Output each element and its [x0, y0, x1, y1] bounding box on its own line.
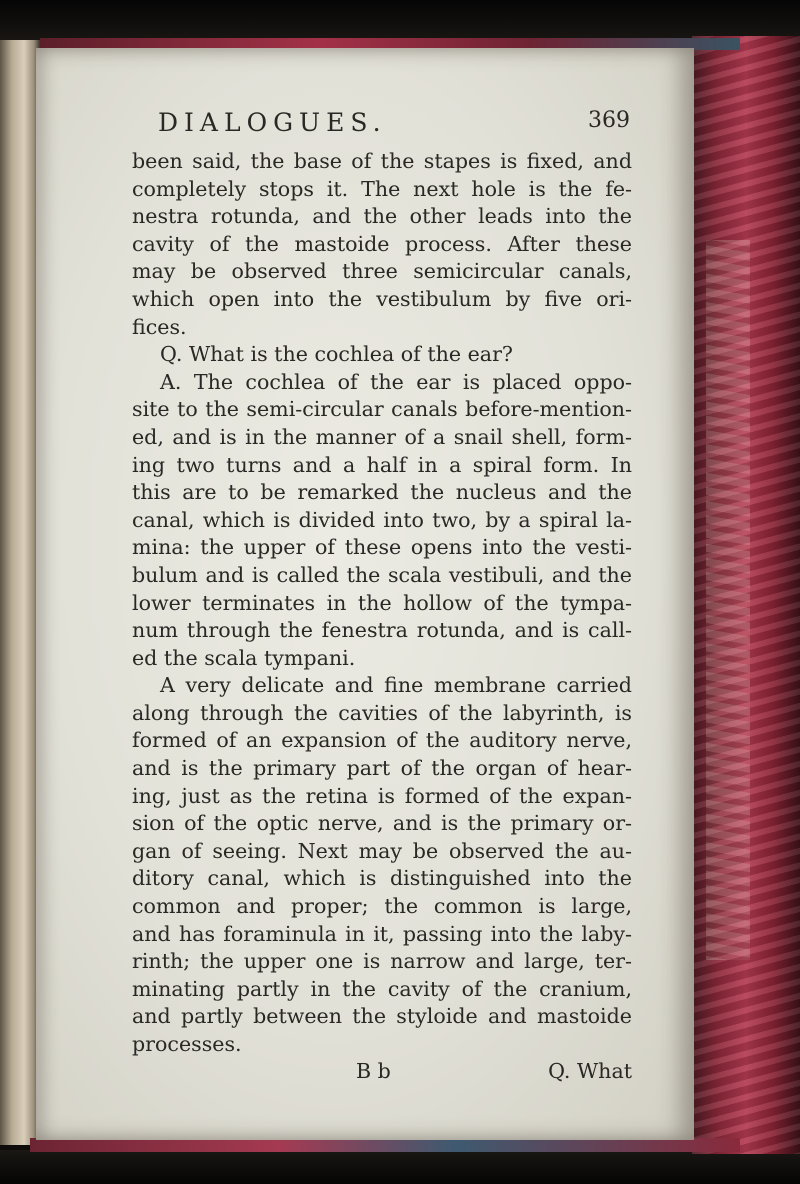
text-line: minating partly in the cavity of the cranium,: [132, 976, 632, 1001]
text-line: and has foraminula in it, passing into the laby-: [132, 921, 632, 946]
signature-mark: B b: [356, 1058, 391, 1083]
text-line: rinth; the upper one is narrow and large, ter-: [132, 949, 632, 974]
text-line: processes.: [132, 1032, 242, 1056]
page-footer: [132, 1059, 632, 1089]
text-line: ed the scala tympani.: [132, 645, 356, 670]
page-number: 369: [588, 108, 630, 133]
running-head: [132, 102, 632, 148]
paragraph: [132, 369, 632, 673]
text-line: which open into the vestibulum by five ori-: [132, 286, 632, 311]
text-line: been said, the base of the stapes is fixed, and: [132, 149, 632, 173]
paragraph: [132, 672, 632, 1058]
text-line: cavity of the mastoide process. After these: [132, 231, 632, 256]
text-line: mina: the upper of these opens into the vesti-: [132, 535, 632, 560]
bottom-board-edge: [30, 1138, 740, 1152]
background-bottom: [0, 1150, 800, 1184]
text-line: along through the cavities of the labyrinth, is: [132, 700, 632, 725]
text-line: sion of the optic nerve, and is the primary or-: [132, 811, 632, 836]
text-line: A very delicate and fine membrane carried: [160, 673, 632, 698]
text-line: fices.: [132, 314, 187, 339]
text-line: num through the fenestra rotunda, and is call-: [132, 618, 632, 643]
text-line: canal, which is divided into two, by a spiral la-: [132, 507, 632, 532]
text-line: gan of seeing. Next may be observed the au-: [132, 838, 632, 863]
text-line: nestra rotunda, and the other leads into the: [132, 204, 632, 229]
text-line: ed, and is in the manner of a snail shell, form-: [132, 424, 632, 449]
text-line: and is the primary part of the organ of hear-: [132, 756, 632, 781]
body-text: [132, 148, 632, 1059]
text-line: ditory canal, which is distinguished into the: [132, 866, 632, 891]
text-line: formed of an expansion of the auditory nerve,: [132, 728, 632, 753]
text-line: may be observed three semicircular canals,: [132, 259, 632, 284]
catchword: Q. What: [548, 1058, 632, 1083]
text-line: ing two turns and a half in a spiral form. In: [132, 452, 632, 477]
paragraph: [132, 341, 632, 369]
binding-marbling: [706, 240, 750, 960]
text-line: lower terminates in the hollow of the tympa-: [132, 590, 632, 615]
text-line: completely stops it. The next hole is the fe-: [132, 176, 632, 201]
text-line: A. The cochlea of the ear is placed oppo-: [160, 369, 632, 394]
text-line: Q. What is the cochlea of the ear?: [160, 342, 513, 367]
text-line: bulum and is called the scala vestibuli, and the: [132, 562, 632, 587]
text-line: site to the semi-circular canals before-mention-: [132, 397, 632, 422]
left-page-edges: [0, 40, 40, 1145]
text-line: this are to be remarked the nucleus and the: [132, 480, 632, 505]
book-page: [36, 48, 694, 1140]
paragraph: [132, 148, 632, 341]
text-line: common and proper; the common is large,: [132, 894, 632, 919]
text-line: ing, just as the retina is formed of the expan-: [132, 783, 632, 808]
running-title: DIALOGUES.: [158, 108, 387, 137]
text-block: [132, 102, 632, 1089]
text-line: and partly between the styloide and mastoide: [132, 1004, 632, 1029]
